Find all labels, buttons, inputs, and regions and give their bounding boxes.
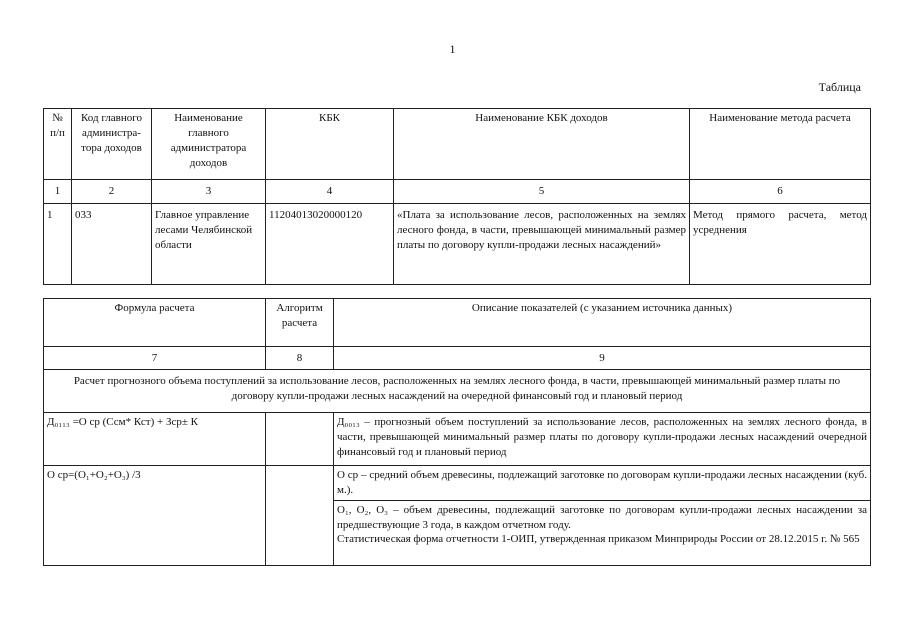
revenue-admin-table	[43, 108, 871, 285]
description-text: О₁, О₂, О₃ – объем древесины, подлежащий заготовке по договорам купли-продажи лесных насаждении за предшествующие 3 года, в каждом отчетном году.	[337, 503, 867, 531]
row-kbk-name: «Плата за использование лесов, расположенных на землях лесного фонда, в части, превышающей минимальный размер платы по договору купли-продажи лесных насаждений»	[394, 204, 690, 285]
page-number: 1	[449, 42, 456, 56]
header-kbk: КБК	[266, 109, 394, 180]
header-row	[44, 299, 871, 347]
header-formula: Формула расчета	[44, 299, 266, 347]
column-number: 9	[334, 347, 871, 370]
table-row	[44, 413, 871, 466]
description-cell	[334, 500, 871, 565]
row-admin-name: Главное управление лесами Челябинской области	[152, 204, 266, 285]
header-method: Наименование метода расчета	[690, 109, 871, 180]
header-kbk-name: Наименование КБК доходов	[394, 109, 690, 180]
header-admin-name: Наименование главного администратора доходов	[152, 109, 266, 180]
header-row	[44, 109, 871, 180]
table-row	[44, 204, 871, 285]
description-cell: Д₀₀₁₃ – прогнозный объем поступлений за использование лесов, расположенных на землях лесного фонда, в части, превышающей минимальный размер платы по договору купли-продажи лесных насаждений очередной финансовый год и плановый период	[334, 413, 871, 466]
column-number: 3	[152, 180, 266, 204]
row-admin-code: 033	[72, 204, 152, 285]
column-number: 7	[44, 347, 266, 370]
algorithm-cell	[266, 413, 334, 466]
header-num: № п/п	[44, 109, 72, 180]
header-admin-code: Код главного администра-тора доходов	[72, 109, 152, 180]
column-number: 8	[266, 347, 334, 370]
column-number: 4	[266, 180, 394, 204]
row-kbk: 11204013020000120	[266, 204, 394, 285]
header-algorithm: Алгоритм расчета	[266, 299, 334, 347]
row-num: 1	[44, 204, 72, 285]
column-number-row	[44, 347, 871, 370]
column-number-row	[44, 180, 871, 204]
row-method: Метод прямого расчета, метод усреднения	[690, 204, 871, 285]
algorithm-cell	[266, 466, 334, 566]
description-cell: О ср – средний объем древесины, подлежащий заготовке по договорам купли-продажи лесных насаждении (куб. м.).	[334, 466, 871, 501]
column-number: 2	[72, 180, 152, 204]
section-title: Расчет прогнозного объема поступлений за использование лесов, расположенных на землях лесного фонда, в части, превышающей минимальный размер платы по договору купли-продажи лесных насаждений на очередной финансовый год и плановый период	[44, 370, 871, 413]
column-number: 6	[690, 180, 871, 204]
section-title-row	[44, 370, 871, 413]
formula-cell: Д₀₁₁₃ =О ср (Ссм* Кст) + Зср± К	[44, 413, 266, 466]
formula-cell: О ср=(О₁+О₂+О₃) /3	[44, 466, 266, 566]
table-row	[44, 466, 871, 501]
column-number: 1	[44, 180, 72, 204]
header-description: Описание показателей (с указанием источника данных)	[334, 299, 871, 347]
data-source-text: Статистическая форма отчетности 1-ОИП, утвержденная приказом Минприроды России от 28.12.2015 г. № 565	[337, 533, 860, 546]
table-caption: Таблица	[818, 80, 861, 94]
column-number: 5	[394, 180, 690, 204]
calculation-table	[43, 298, 871, 566]
